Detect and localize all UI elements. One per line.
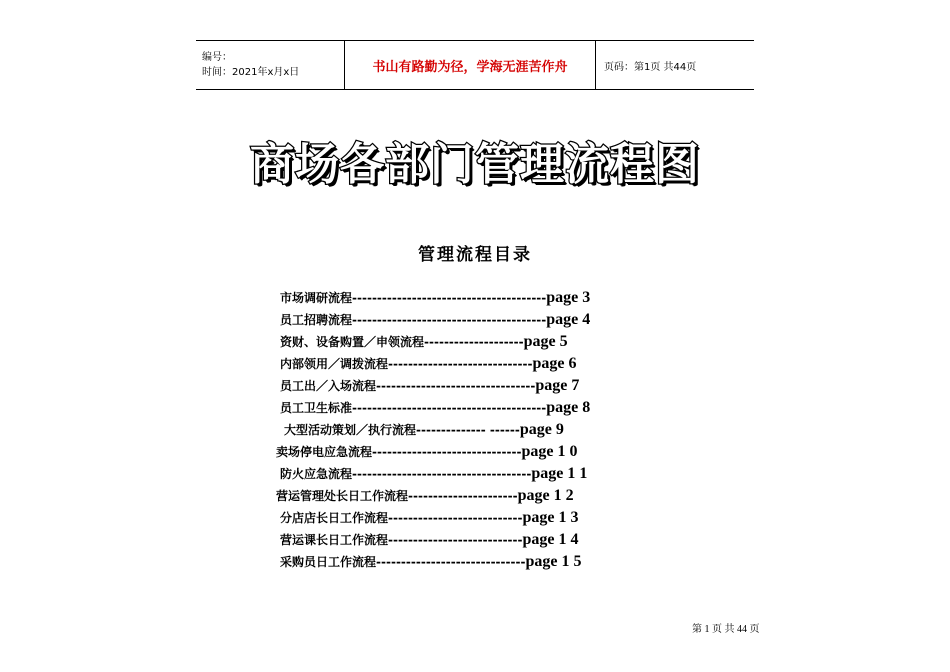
toc-item-page: page 3 (546, 289, 591, 306)
toc-item-leader: --------------------------------------- (352, 313, 547, 327)
toc-item-label: 员工出／入场流程 (280, 379, 377, 393)
toc-item-leader: --------------------------- (388, 533, 523, 547)
toc-item[interactable] (280, 397, 680, 419)
toc-item-label: 采购员日工作流程 (280, 555, 377, 569)
toc-item-page: page 1 3 (522, 509, 579, 526)
header-motto: 书山有路勤为径，学海无涯苦作舟 (345, 41, 596, 89)
toc-item-leader: -------------------------------- (376, 379, 536, 393)
toc-item-label: 卖场停电应急流程 (276, 445, 373, 459)
page-footer: 第 1 页 共 44 页 (692, 624, 760, 635)
toc-item-page: page 1 2 (517, 487, 574, 504)
code-label: 编号： (202, 52, 232, 63)
toc-item-leader: --------------------------------------- (352, 401, 547, 415)
toc-item-label: 营运管理处长日工作流程 (276, 489, 409, 503)
toc-item-page: page 1 5 (525, 553, 582, 570)
toc-item[interactable] (280, 309, 680, 331)
toc-item-page: page 9 (519, 421, 564, 438)
toc-item-page: page 5 (523, 333, 568, 350)
toc-item-label: 防火应急流程 (280, 467, 353, 481)
toc-item-leader: ------------------------------ (372, 445, 522, 459)
toc-item-label: 营运课长日工作流程 (280, 533, 389, 547)
toc-item-label: 分店店长日工作流程 (280, 511, 389, 525)
toc-item-leader: --------------------------------------- (352, 291, 547, 305)
toc-item-page: page 6 (532, 355, 577, 372)
table-of-contents (276, 287, 680, 573)
toc-item[interactable] (284, 419, 680, 441)
toc-item-leader: ---------------------- (408, 489, 518, 503)
toc-item[interactable] (280, 331, 680, 353)
toc-item[interactable] (280, 375, 680, 397)
toc-item[interactable] (280, 287, 680, 309)
document-title: 商场各部门管理流程图 (250, 139, 700, 190)
toc-item[interactable] (280, 551, 680, 573)
toc-item-leader: -------------- ------ (416, 423, 520, 437)
toc-item-label: 资财、设备购置／申领流程 (280, 335, 425, 349)
toc-title: 管理流程目录 (418, 245, 532, 265)
toc-item-label: 员工卫生标准 (280, 401, 353, 415)
toc-item[interactable] (280, 507, 680, 529)
header-page-label: 页码：第1页 共44页 (604, 61, 697, 73)
toc-item-page: page 4 (546, 311, 591, 328)
toc-item-label: 内部领用／调拨流程 (280, 357, 389, 371)
toc-item-page: page 1 4 (522, 531, 579, 548)
toc-item-leader: ------------------------------ (376, 555, 526, 569)
toc-item-label: 大型活动策划／执行流程 (284, 423, 417, 437)
toc-item-page: page 7 (535, 377, 580, 394)
toc-item-label: 员工招聘流程 (280, 313, 353, 327)
toc-item-leader: --------------------------- (388, 511, 523, 525)
page-header (196, 40, 754, 90)
toc-item-leader: ------------------------------------ (352, 467, 532, 481)
toc-item-page: page 1 0 (521, 443, 578, 460)
time-label: 时间：2021年x月x日 (202, 67, 300, 78)
toc-item[interactable] (276, 441, 680, 463)
toc-item-label: 市场调研流程 (280, 291, 353, 305)
toc-item[interactable] (276, 485, 680, 507)
toc-item-leader: -------------------- (424, 335, 524, 349)
toc-item[interactable] (280, 529, 680, 551)
header-meta (196, 41, 345, 89)
toc-item[interactable] (280, 353, 680, 375)
toc-item-page: page 8 (546, 399, 591, 416)
toc-item-page: page 1 1 (531, 465, 588, 482)
toc-item[interactable] (280, 463, 680, 485)
toc-item-leader: ----------------------------- (388, 357, 533, 371)
